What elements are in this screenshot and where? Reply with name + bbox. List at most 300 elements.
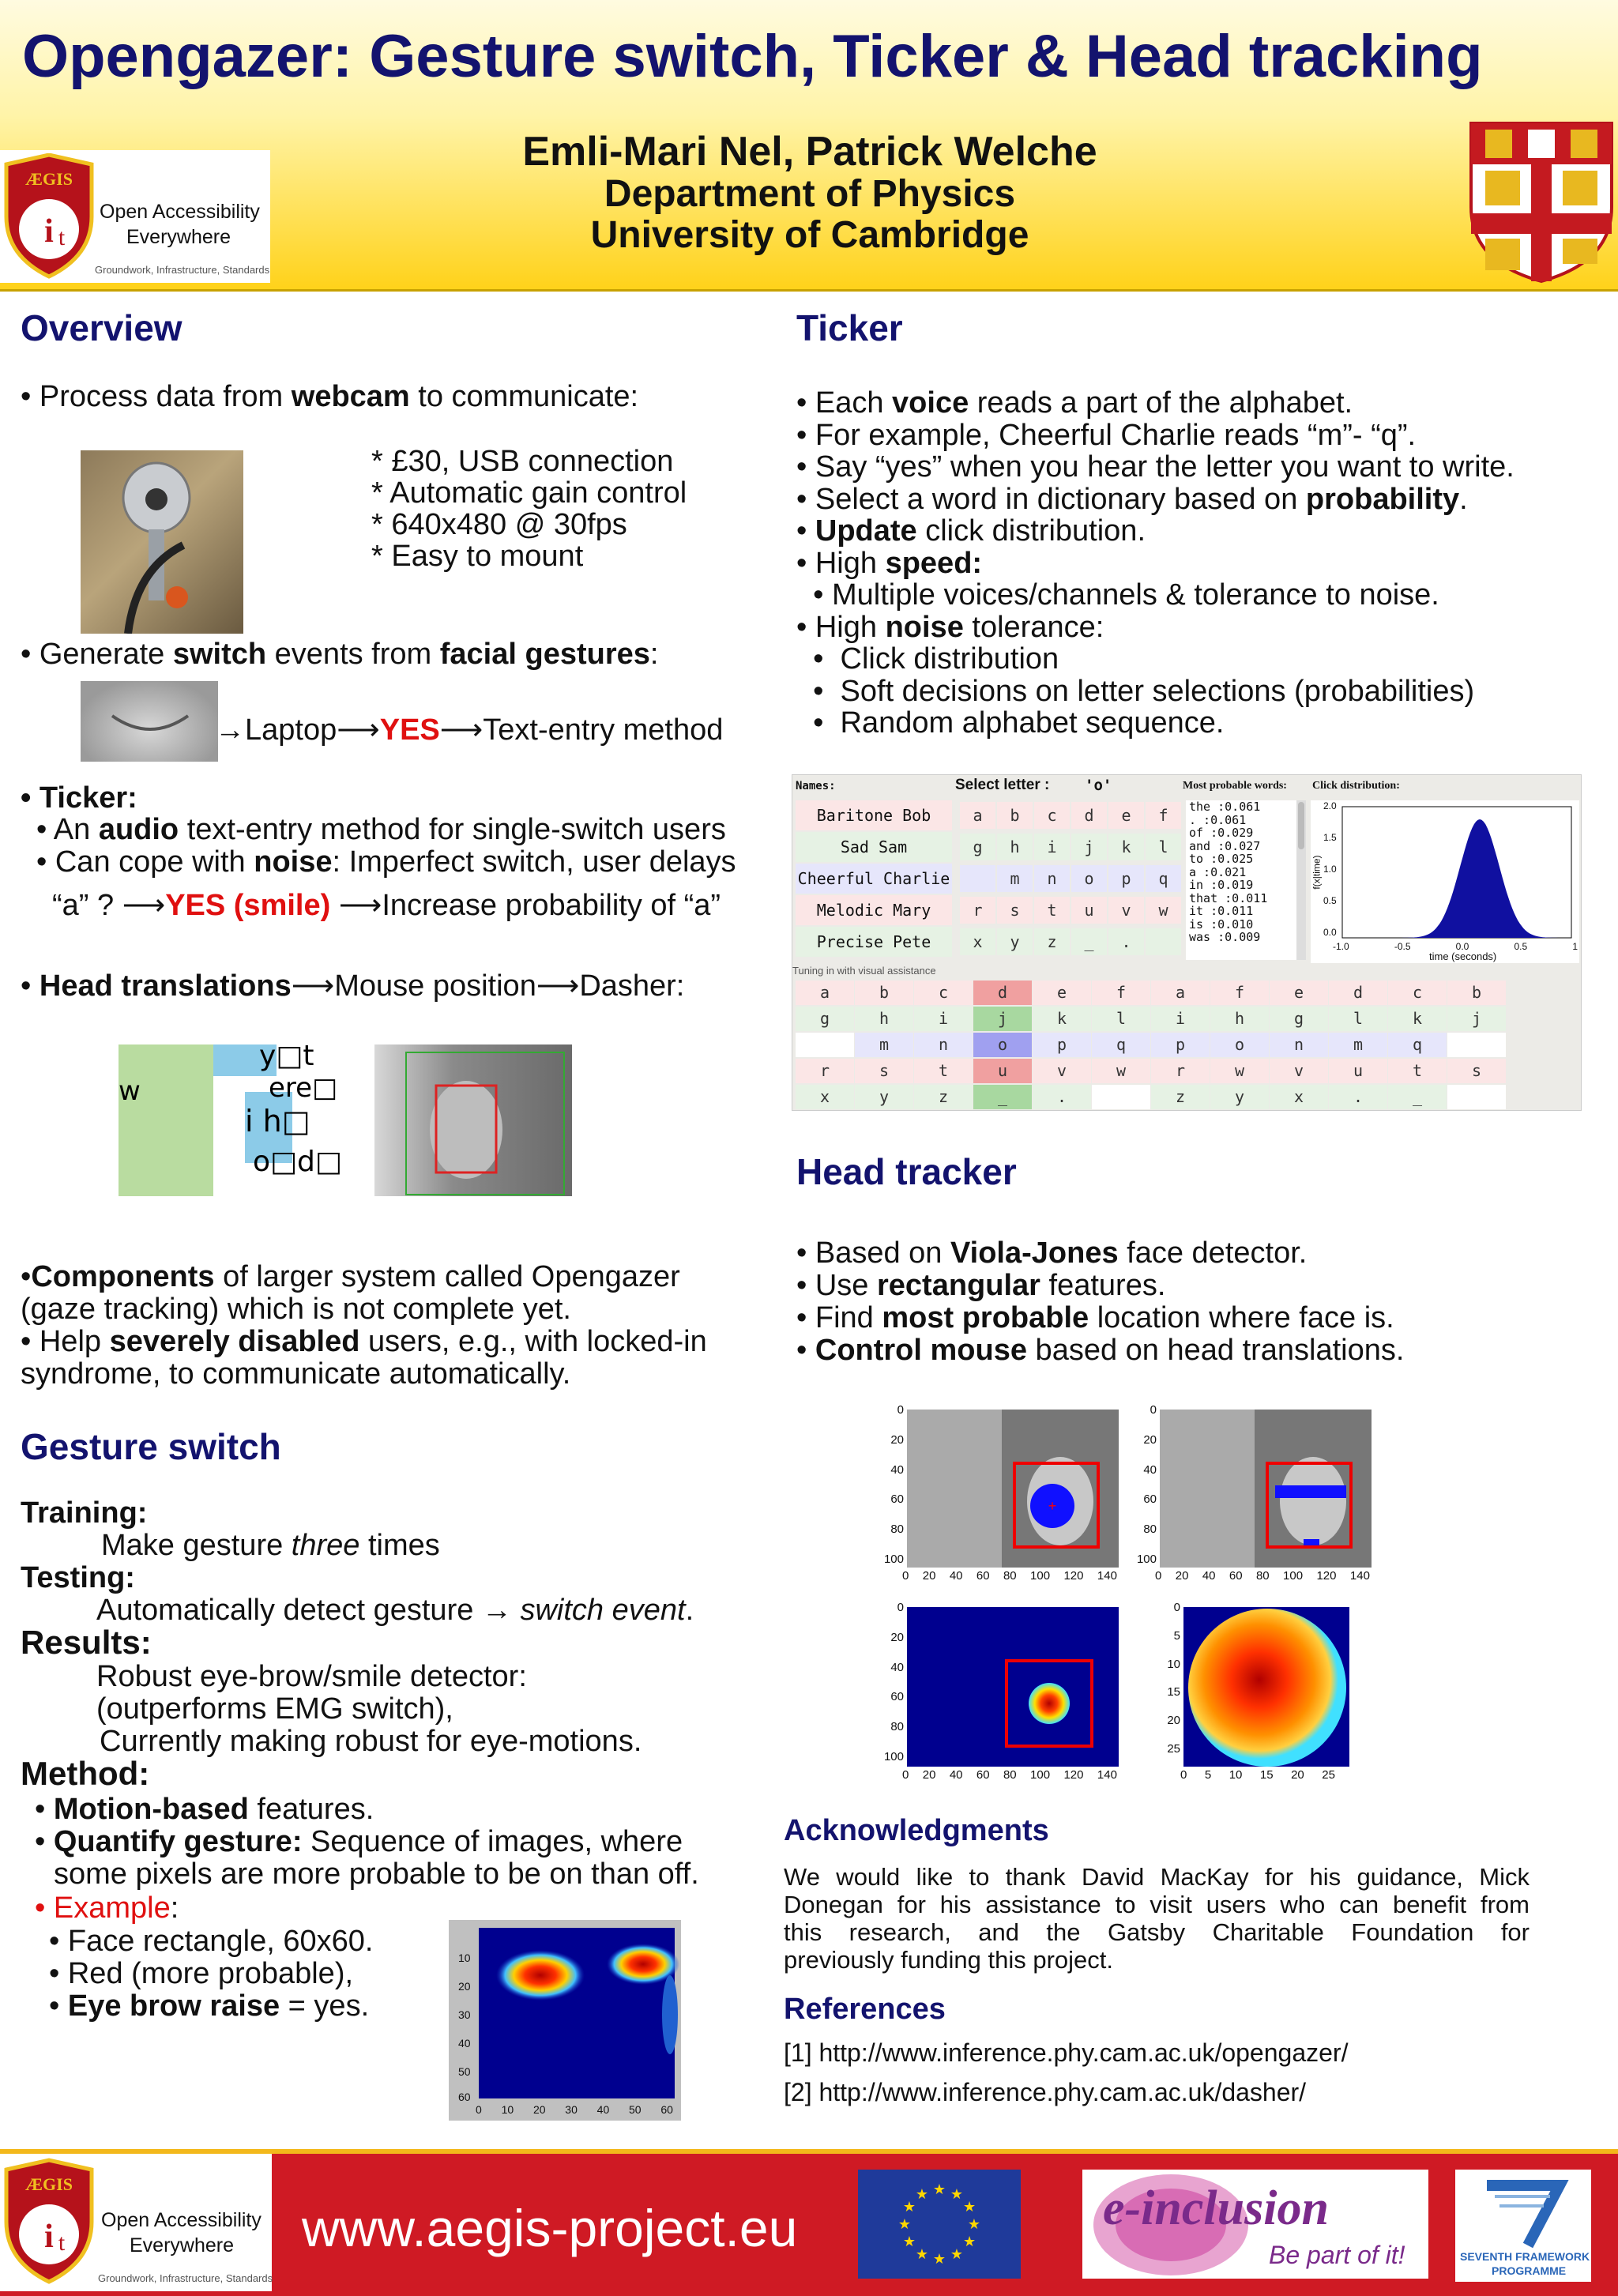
text-bold: Update [815,514,917,548]
letter-cell[interactable]: p [1033,1033,1091,1057]
dist-ytick: 1.5 [1323,832,1337,843]
face-plot-graphic [1138,1403,1375,1585]
aegis-line2: Everywhere [130,2234,234,2256]
xtick: 10 [1229,1768,1243,1782]
xtick: 60 [1229,1569,1243,1583]
ytick: 100 [1136,1552,1157,1566]
einclusion-word: e-inclusion [1103,2181,1329,2235]
head-lines [796,1237,1404,1367]
einclusion-logo [1082,2170,1428,2279]
letter-cell[interactable]: d [1329,981,1387,1005]
letter-cell[interactable]: j [1071,834,1107,860]
authors: Emli-Mari Nel, Patrick Welche [522,129,1097,175]
example-1: • Face rectangle, 60x60. [49,1925,374,1958]
xtick: 15 [1259,1768,1274,1782]
letter-cell[interactable]: x [1270,1085,1328,1109]
text-run: • Random alphabet sequence. [796,706,1225,740]
xtick: 0 [1155,1569,1162,1583]
eyebrow-heatmap [449,1920,681,2121]
voice-item[interactable]: Precise Pete [796,927,952,957]
aegis-line1: Open Accessibility [101,2209,262,2231]
text-run: • Use [796,1269,877,1302]
letter-cell[interactable]: n [914,1033,973,1057]
result-line: Robust eye-brow/smile detector: [96,1660,527,1693]
heatmap-ytick: 50 [458,2065,471,2078]
letter-cell[interactable]: t [1388,1059,1447,1083]
xtick: 40 [949,1768,963,1782]
text-run: • Click distribution [796,642,1059,676]
text-run: • Help [21,1325,110,1358]
letter-cell[interactable]: w [1210,1059,1269,1083]
xtick: 20 [1175,1569,1189,1583]
letter-cell[interactable]: w [1146,897,1181,924]
xtick: 1 [1572,941,1578,952]
bottom-letter-grid [796,981,1507,1110]
xtick: 80 [1255,1569,1270,1583]
ack-line: Donegan for his assistance to visit users who can benefit from [784,1891,1530,1918]
training-label [21,1497,147,1530]
eu-star-icon: ★ [902,2199,916,2215]
ytick: 80 [1143,1523,1157,1537]
letter-cell[interactable]: s [997,897,1033,924]
letter-cell[interactable]: e [1033,981,1091,1005]
ack-line: this research, and the Gatsby Charitable Foundation for [784,1918,1530,1946]
letter-cell[interactable]: . [1108,928,1144,955]
ytick: 20 [890,1432,904,1447]
scroll-thumb[interactable] [1298,802,1304,849]
word-item: . :0.061 [1189,812,1247,827]
plot-yticks [885,1403,904,1566]
letter-cell[interactable]: h [1210,1007,1269,1031]
aegis-tagline: Groundwork, Infrastructure, Standards [98,2272,273,2284]
letter-cell[interactable]: q [1092,1033,1150,1057]
text-bold: switch [172,638,267,671]
text-run: →Laptop [215,713,337,747]
xtick: 80 [1003,1768,1017,1782]
eu-flag [858,2170,1021,2279]
text-bold: voice [892,386,969,420]
letter-cell[interactable] [1092,1085,1150,1109]
letter-cell[interactable]: p [1108,865,1144,892]
xtick: 0 [1180,1768,1187,1782]
text-run: of larger system called Opengazer [214,1260,680,1293]
letter-cell[interactable]: q [1388,1033,1447,1057]
plot-yticks [885,1601,904,1763]
ticker-example [52,890,721,922]
xtick: 40 [949,1569,963,1583]
letter-cell[interactable]: o [1210,1033,1269,1057]
letter-cell[interactable]: f [1210,981,1269,1005]
voice-item[interactable]: Melodic Mary [796,895,952,925]
letter-cell[interactable]: d [1071,802,1107,829]
ticker-line [796,515,1515,548]
spec-item: * 640x480 @ 30fps [371,508,627,541]
ref-item[interactable]: [1] http://www.inference.phy.cam.ac.uk/opengazer/ [784,2038,1349,2067]
letter-cell[interactable]: k [1388,1007,1447,1031]
letter-cell[interactable]: h [997,834,1033,860]
letter-cell[interactable]: u [1329,1059,1387,1083]
letter-cell[interactable]: a [796,981,854,1005]
ticker-line [796,579,1515,612]
text-run: • [35,1891,54,1925]
letter-cell[interactable]: j [1447,1007,1506,1031]
text-run: times [359,1529,440,1562]
refs-heading: References [784,1993,946,2026]
svg-text:i h□: i h□ [245,1104,310,1139]
letter-cell[interactable]: n [1034,865,1070,892]
text-run: Sequence of images, where [302,1825,683,1858]
text-run: tolerance: [963,610,1104,644]
zoom-plot-graphic [1169,1601,1359,1784]
aegis-logo [0,150,270,283]
heatmap-xticks [476,2103,673,2116]
text-bold: Results: [21,1624,152,1661]
xtick: 20 [532,2103,546,2116]
spec-item: * £30, USB connection [371,445,674,478]
text-bold: Control mouse [815,1334,1027,1367]
text-run: Increase probability of “a” [382,889,721,922]
letter-cell[interactable]: m [855,1033,913,1057]
text-run: based on head translations. [1027,1334,1405,1367]
letter-cell[interactable]: g [1270,1007,1328,1031]
eu-star-icon: ★ [967,2216,981,2232]
eu-star-icon: ★ [902,2234,916,2249]
letter-cell[interactable]: k [1108,834,1144,860]
xtick: 50 [629,2103,642,2116]
eu-star-icon: ★ [915,2185,929,2202]
letter-cell[interactable]: b [1447,981,1506,1005]
voice-list [796,800,952,957]
letter-cell[interactable]: a [960,802,995,829]
letter-cell[interactable]: w [1092,1059,1150,1083]
eu-star-icon: ★ [963,2234,976,2249]
text-run: • An [36,813,99,846]
head-line [796,1270,1404,1302]
letter-cell[interactable] [1146,928,1181,955]
ticker-line [796,643,1515,676]
click-dist-plot [1311,800,1579,963]
word-item: to :0.025 [1189,852,1254,866]
select-value: 'o' [1085,777,1112,794]
text-run: Automatically detect gesture → [96,1594,521,1627]
head-translation-line [21,970,684,1003]
letter-cell[interactable]: e [1270,981,1328,1005]
letter-cell[interactable]: z [914,1085,973,1109]
svg-text:+: + [1048,1498,1057,1514]
text-run: • [49,1989,68,2023]
ref-item[interactable]: [2] http://www.inference.phy.cam.ac.uk/dasher/ [784,2078,1307,2106]
arrow: ⟶ [337,713,380,747]
project-url[interactable]: www.aegis-project.eu [302,2199,798,2257]
letter-grid [960,800,1183,960]
xtick: 20 [922,1768,936,1782]
mouth-icon [81,681,218,762]
text-run: Text-entry method [483,713,724,747]
letter-cell[interactable]: q [1146,865,1181,892]
letter-cell[interactable]: v [1108,897,1144,924]
letter-cell[interactable]: v [1270,1059,1328,1083]
words-label: Most probable words: [1183,780,1287,792]
gesture-heading: Gesture switch [21,1426,281,1467]
ytick: 0 [1150,1403,1157,1417]
dist-ytick: 0.5 [1323,895,1337,906]
letter-cell[interactable]: n [1270,1033,1328,1057]
letter-cell[interactable]: m [1329,1033,1387,1057]
letter-cell[interactable]: . [1329,1085,1387,1109]
text-run: • Find [796,1301,882,1334]
letter-cell[interactable]: s [855,1059,913,1083]
letter-cell[interactable]: y [855,1085,913,1109]
voice-item[interactable]: Cheerful Charlie [796,864,952,894]
ytick: 0 [897,1601,904,1614]
letter-cell[interactable]: a [1151,981,1210,1005]
ytick: 0 [1173,1601,1180,1614]
arrow: ⟶ [330,889,382,922]
ticker-line [796,484,1515,516]
xtick: 60 [976,1569,990,1583]
plot-xticks [902,1768,1117,1782]
text-run: • Based on [796,1236,950,1270]
bullet: • [21,1260,32,1293]
plot-yticks [1138,1403,1157,1566]
einclusion-tagline: Be part of it! [1269,2241,1405,2269]
heatmap-ytick: 30 [458,2008,471,2021]
eu-star-icon: ★ [932,2251,946,2267]
text-run: . [685,1594,694,1627]
letter-cell[interactable]: y [1210,1085,1269,1109]
dist-label: Click distribution: [1312,780,1400,792]
word-item: that :0.011 [1189,890,1268,905]
ticker-line [796,451,1515,484]
example-3 [49,1990,369,2023]
letter-cell[interactable]: c [1034,802,1070,829]
results-lines [96,1661,642,1758]
letter-cell[interactable]: . [1033,1085,1091,1109]
ticker-noise [36,846,736,879]
ticker-line [796,612,1515,644]
ytick: 20 [1143,1432,1157,1447]
letter-cell[interactable]: r [1151,1059,1210,1083]
letter-cell[interactable] [960,865,995,892]
method-2 [35,1826,683,1858]
text-bold: Quantify gesture: [53,1825,303,1858]
dist-ytick: 0.0 [1323,927,1337,938]
voice-item[interactable]: Sad Sam [796,832,952,862]
ticker-line [796,548,1515,580]
letter-cell[interactable]: u [1071,897,1107,924]
plot-yticks [1169,1601,1180,1756]
arrow: ⟶ [439,713,484,747]
department: Department of Physics [604,173,1016,215]
smile-photo [81,681,218,762]
letter-cell[interactable]: p [1151,1033,1210,1057]
eu-stars-icon [858,2170,1021,2279]
letter-cell[interactable]: l [1329,1007,1387,1031]
letter-cell[interactable]: v [1033,1059,1091,1083]
aegis-tagline: Groundwork, Infrastructure, Standards [95,264,270,276]
letter-cell[interactable]: i [914,1007,973,1031]
letter-cell[interactable]: o [973,1033,1032,1057]
letter-cell[interactable]: h [855,1007,913,1031]
letter-cell[interactable]: t [1034,897,1070,924]
face-graphic [374,1044,572,1196]
svg-text:t: t [58,2230,66,2256]
text-run: = yes. [280,1989,370,2023]
word-item: it :0.011 [1189,904,1254,918]
letter-cell[interactable] [796,1033,854,1057]
ticker-app-screenshot [792,774,1582,1111]
letter-cell[interactable]: y [997,928,1033,955]
ticker-label [21,782,137,815]
ytick: 25 [1167,1741,1180,1756]
prob-plot-graphic [885,1601,1122,1784]
select-label: Select letter : [955,777,1050,793]
text-italic: three [291,1529,360,1562]
training-text [101,1530,440,1562]
heatmap-ytick: 10 [458,1952,471,1964]
ytick: 40 [1143,1462,1157,1477]
xtick: 0 [902,1569,909,1583]
letter-cell[interactable]: s [1447,1059,1506,1083]
text-run: users, e.g., with locked-in [359,1325,707,1358]
letter-cell[interactable]: b [855,981,913,1005]
letter-cell[interactable]: l [1146,834,1181,860]
text-bold: Training: [21,1496,148,1530]
face-plot-graphic [885,1403,1122,1585]
letter-cell[interactable]: c [1388,981,1447,1005]
letter-cell[interactable]: r [960,897,995,924]
letter-cell[interactable]: c [914,981,973,1005]
xtick: 25 [1322,1768,1335,1782]
text-run: • Generate [21,638,173,671]
letter-cell[interactable]: d [973,981,1032,1005]
letter-cell[interactable]: u [973,1059,1032,1083]
letter-cell[interactable]: b [997,802,1033,829]
names-label: Names: [796,780,836,792]
text-bold: noise [885,610,964,644]
letter-cell[interactable]: m [997,865,1033,892]
text-bold: Viola-Jones [950,1236,1119,1270]
letter-cell[interactable]: i [1151,1007,1210,1031]
text-italic: switch event [520,1594,686,1627]
ytick: 0 [897,1403,904,1417]
ack-line: previously funding this project. [784,1946,1114,1974]
letter-cell[interactable] [1447,1033,1506,1057]
word-item: is :0.010 [1189,917,1254,932]
text-run: • [796,1334,815,1367]
letter-cell[interactable]: i [1034,834,1070,860]
letter-cell[interactable]: o [1071,865,1107,892]
ticker-line [796,707,1515,740]
xtick: 140 [1097,1569,1117,1583]
dist-ytick: 2.0 [1323,800,1337,811]
xtick: 5 [1204,1768,1212,1782]
ytick: 60 [890,1492,904,1507]
letter-cell[interactable]: x [960,928,995,955]
ytick: 100 [883,1749,904,1763]
text-run: • Say “yes” when you hear the letter you want to write. [796,450,1515,484]
letter-cell[interactable]: e [1108,802,1144,829]
fp7-line1: SEVENTH FRAMEWORK [1460,2250,1590,2263]
head-line [796,1237,1404,1270]
xtick: 20 [922,1569,936,1583]
text-bold: Testing: [21,1561,135,1594]
method-1 [35,1794,374,1826]
ticker-line [796,387,1515,420]
word-scrollbar[interactable] [1296,800,1306,960]
text-run: • Select a word in dictionary based on [796,482,1306,516]
components-line2: (gaze tracking) which is not complete yet. [21,1293,571,1326]
letter-cell[interactable]: _ [973,1085,1032,1109]
help-line2: syndrome, to communicate automatically. [21,1357,571,1391]
text-bold: webcam [291,380,410,413]
xtick: 30 [565,2103,578,2116]
letter-cell[interactable]: f [1146,802,1181,829]
text-run: face detector. [1118,1236,1308,1270]
svg-text:ÆGIS: ÆGIS [25,2174,73,2194]
text-run: : [649,638,659,671]
plot-xticks [902,1569,1117,1583]
letter-cell[interactable]: g [796,1007,854,1031]
ytick: 60 [890,1690,904,1704]
voice-item[interactable]: Baritone Bob [796,800,952,830]
gaussian-histogram [1311,800,1579,963]
fp7-seven-icon [1455,2170,1591,2249]
letter-cell[interactable]: x [796,1085,854,1109]
testing-text [96,1594,694,1627]
text-bold: most probable [882,1301,1089,1334]
xtick: 0 [902,1768,909,1782]
xtick: 80 [1003,1569,1017,1583]
letter-cell[interactable]: z [1034,928,1070,955]
xtick: -1.0 [1333,941,1349,952]
text-run: • Each [796,386,893,420]
dist-xlabel: time (seconds) [1429,950,1497,962]
ytick: 20 [890,1630,904,1644]
letter-cell[interactable]: _ [1071,928,1107,955]
example-label [35,1892,179,1925]
poster-title: Opengazer: Gesture switch, Ticker & Head tracking [22,23,1483,90]
letter-cell[interactable]: f [1092,981,1150,1005]
ack-heading: Acknowledgments [784,1814,1049,1847]
arrow: ⟶ [536,969,580,1003]
letter-cell[interactable] [1447,1085,1506,1109]
dist-ytick: 1.0 [1323,864,1337,875]
text-bold: probability [1305,482,1460,516]
webcam-photo [81,450,243,634]
arrow: ⟶ [291,969,335,1003]
letter-cell[interactable]: _ [1388,1085,1447,1109]
ytick: 80 [890,1523,904,1537]
fp7-line2: PROGRAMME [1492,2264,1567,2277]
xtick: 0.5 [1514,941,1528,952]
letter-cell[interactable]: k [1033,1007,1091,1031]
letter-cell[interactable]: z [1151,1085,1210,1109]
text-bold: rectangular [877,1269,1040,1302]
letter-cell[interactable]: l [1092,1007,1150,1031]
text-run: Make gesture [101,1529,292,1562]
letter-cell[interactable]: t [914,1059,973,1083]
word-item: the :0.061 [1189,800,1261,814]
letter-cell[interactable]: r [796,1059,854,1083]
word-item: and :0.027 [1189,838,1261,853]
letter-cell[interactable]: g [960,834,995,860]
letter-cell[interactable]: j [973,1007,1032,1031]
plot-xticks [1180,1768,1335,1782]
text-run: • [35,1825,54,1858]
text-run: • Multiple voices/channels & tolerance to noise. [796,578,1439,612]
ticker-lines [796,387,1515,740]
